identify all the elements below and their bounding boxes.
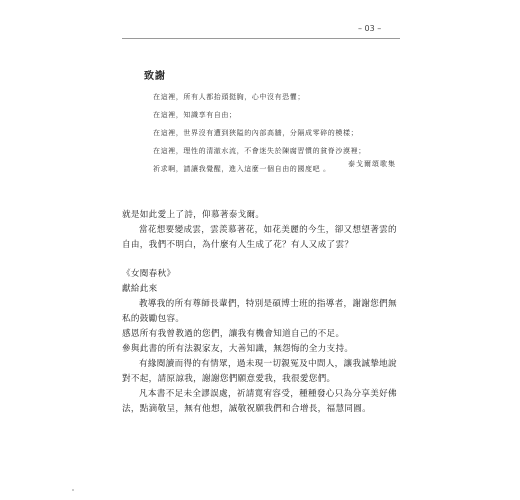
- poem-line: 在這裡，世界沒有遭到狹隘的內部高牆，分隔成零碎的模樣；: [153, 129, 359, 137]
- acknowledgement-title: 致謝: [144, 71, 166, 82]
- dedication-paragraph: 有緣閱讀而得的有情眾，過未現一切親冤及中間人，讓我誠摯地說對不起，請原諒我，謝謝您們願意愛我，我很愛您們。: [122, 359, 397, 384]
- book-title: 《女閱春秋》: [122, 269, 176, 279]
- dedication-paragraph: 參與此書的所有法親家友，大善知識，無怨悔的全力支持。: [122, 344, 354, 354]
- poem-line: 在這裡，知識享有自由；: [153, 111, 237, 119]
- dedication-paragraph: 感恩所有我曾教過的您們，讓我有機會知道自己的不足。: [122, 329, 345, 339]
- page-corner-mark: [72, 489, 74, 491]
- poem-line: 祈求啊，請讓我覺醒，進入這麼一個自由的國度吧 。: [153, 165, 331, 173]
- intro-paragraph: 當花想要變成雲，雲羨慕著花，如花美麗的今生，卻又想望著雲的自由，我們不明白，為什麼有人生成了花？有人又成了雲？: [122, 225, 397, 250]
- poem-attribution: 泰戈爾頌歌集: [348, 160, 396, 168]
- dedication-paragraph: 凡本書不足未全謬誤處，祈請寬宥容受，種種發心只為分享美好佛法，點滴敬呈，無有他想，誠敬祝願我們和合增長，福慧同圓。: [122, 389, 397, 414]
- dedication-section: [122, 267, 402, 417]
- intro-section: [122, 208, 402, 253]
- dedication-paragraph: 教導我的所有尊師長輩們，特別是碩博士班的指導者，謝謝您們無私的鼓勵包容。: [122, 299, 397, 324]
- poem-line: 在這裡，理性的清澈水流，不會迷失於陳腐習慣的貧脊沙漠裡；: [153, 147, 366, 155]
- page-number: – 03 –: [358, 24, 382, 33]
- header-rule: [122, 38, 400, 39]
- poem-line: 在這裡，所有人都抬頭挺胸，心中沒有恐懼；: [153, 93, 305, 101]
- intro-paragraph: 就是如此愛上了詩，仰慕著泰戈爾。: [122, 210, 265, 220]
- dedication-line: 獻給此來: [122, 284, 158, 294]
